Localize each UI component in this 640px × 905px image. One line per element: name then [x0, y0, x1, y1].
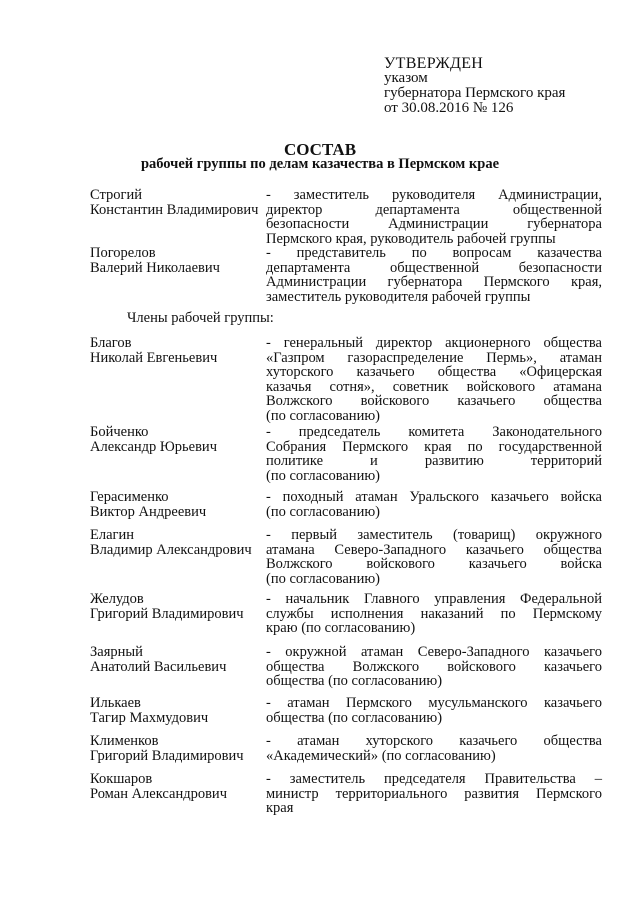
surname: Кокшаров [90, 771, 153, 787]
members-heading: Члены рабочей группы: [127, 310, 274, 326]
description-line: краю (по согласованию) [266, 620, 416, 636]
document-title: СОСТАВ [283, 140, 357, 159]
given-name: Анатолий Васильевич [90, 658, 227, 675]
description-line: хуторского казачьего общества «Офицерская [266, 364, 602, 380]
description-line: (по согласованию) [266, 467, 380, 484]
description-line: «Газпром газораспределение Пермь», атаман [266, 349, 602, 366]
description-line: - начальник Главного управления Федеральной [266, 591, 602, 607]
person-name [90, 696, 268, 725]
description-line: (по согласованию) [266, 407, 380, 424]
given-name: Константин Владимирович [90, 201, 259, 218]
position-description [266, 425, 602, 483]
description-line: - заместитель руководителя Администрации, [266, 187, 602, 203]
position-description [266, 336, 602, 423]
description-line: министр территориального развития Пермского [266, 785, 602, 802]
position-description [266, 734, 602, 763]
position-description [266, 772, 602, 816]
description-line: общества Волжского войскового казачьего [266, 658, 602, 675]
description-line: - представитель по вопросам казачества [266, 245, 602, 261]
surname: Желудов [90, 591, 144, 607]
position-description [266, 528, 602, 586]
description-line: директор департамента общественной [266, 201, 602, 218]
description-line: Собрания Пермского края по государственной [266, 438, 602, 455]
description-line: общества (по согласованию) [266, 673, 443, 689]
description-line: - атаман Пермского мусульманского казачьего [266, 695, 602, 711]
description-line: края [266, 800, 294, 816]
description-line: «Академический» (по согласованию) [266, 747, 496, 764]
description-line: - заместитель председателя Правительства – [266, 771, 602, 787]
description-line: - первый заместитель (товарищ) окружного [266, 527, 602, 543]
position-description [266, 592, 602, 636]
person-name [90, 645, 268, 674]
approval-stamp [384, 56, 565, 116]
person-name [90, 592, 268, 621]
surname: Герасименко [90, 489, 169, 505]
given-name: Григорий Владимирович [90, 747, 244, 764]
description-line: Администрации губернатора Пермского края, [266, 274, 602, 290]
position-description [266, 645, 602, 689]
position-description [266, 188, 602, 246]
description-line: Пермского края, руководитель рабочей группы [266, 230, 556, 247]
description-line: - окружной атаман Северо-Западного казачьего [266, 644, 602, 660]
description-line: политике и развитию территорий [266, 453, 602, 469]
description-line: Волжского войскового казачьего общества [266, 393, 602, 409]
given-name: Николай Евгеньевич [90, 349, 218, 366]
person-name [90, 425, 268, 454]
description-line: заместитель руководителя рабочей группы [266, 288, 531, 305]
surname: Клименков [90, 733, 159, 749]
approval-heading: УТВЕРЖДЕН [384, 55, 484, 72]
given-name: Григорий Владимирович [90, 605, 244, 622]
description-line: - походный атаман Уральского казачьего войска [266, 489, 602, 505]
description-line: департамента общественной безопасности [266, 259, 602, 276]
approval-decree: указом [384, 70, 428, 86]
surname: Благов [90, 335, 132, 351]
given-name: Виктор Андреевич [90, 503, 207, 520]
person-name [90, 490, 268, 519]
person-name [90, 772, 268, 801]
given-name: Тагир Махмудович [90, 709, 209, 726]
description-line: - генеральный директор акционерного общества [266, 335, 602, 351]
surname: Илькаев [90, 695, 141, 711]
description-line: общества (по согласованию) [266, 709, 443, 726]
description-line: (по согласованию) [266, 570, 380, 587]
position-description [266, 696, 602, 725]
given-name: Роман Александрович [90, 785, 227, 802]
description-line: службы исполнения наказаний по Пермскому [266, 605, 602, 622]
surname: Заярный [90, 644, 143, 660]
description-line: Волжского войскового казачьего войска [266, 556, 602, 572]
surname: Строгий [90, 187, 142, 203]
person-name [90, 528, 268, 557]
surname: Бойченко [90, 424, 149, 440]
given-name: Валерий Николаевич [90, 259, 220, 276]
description-line: - атаман хуторского казачьего общества [266, 733, 602, 749]
given-name: Владимир Александрович [90, 541, 252, 558]
approval-date-number: от 30.08.2016 № 126 [384, 100, 514, 116]
position-description [266, 490, 602, 519]
person-name [90, 246, 268, 275]
given-name: Александр Юрьевич [90, 438, 217, 455]
person-name [90, 734, 268, 763]
description-line: казачья сотня», советник войскового атамана [266, 378, 602, 395]
surname: Погорелов [90, 245, 156, 261]
document-subtitle: рабочей группы по делам казачества в Пермском крае [140, 156, 500, 172]
position-description [266, 246, 602, 304]
surname: Елагин [90, 527, 134, 543]
person-name [90, 336, 268, 365]
description-line: безопасности Администрации губернатора [266, 216, 602, 232]
person-name [90, 188, 268, 217]
description-line: - председатель комитета Законодательного [266, 424, 602, 440]
description-line: (по согласованию) [266, 503, 380, 520]
approval-authority: губернатора Пермского края [384, 85, 566, 101]
description-line: атамана Северо-Западного казачьего общества [266, 541, 602, 558]
